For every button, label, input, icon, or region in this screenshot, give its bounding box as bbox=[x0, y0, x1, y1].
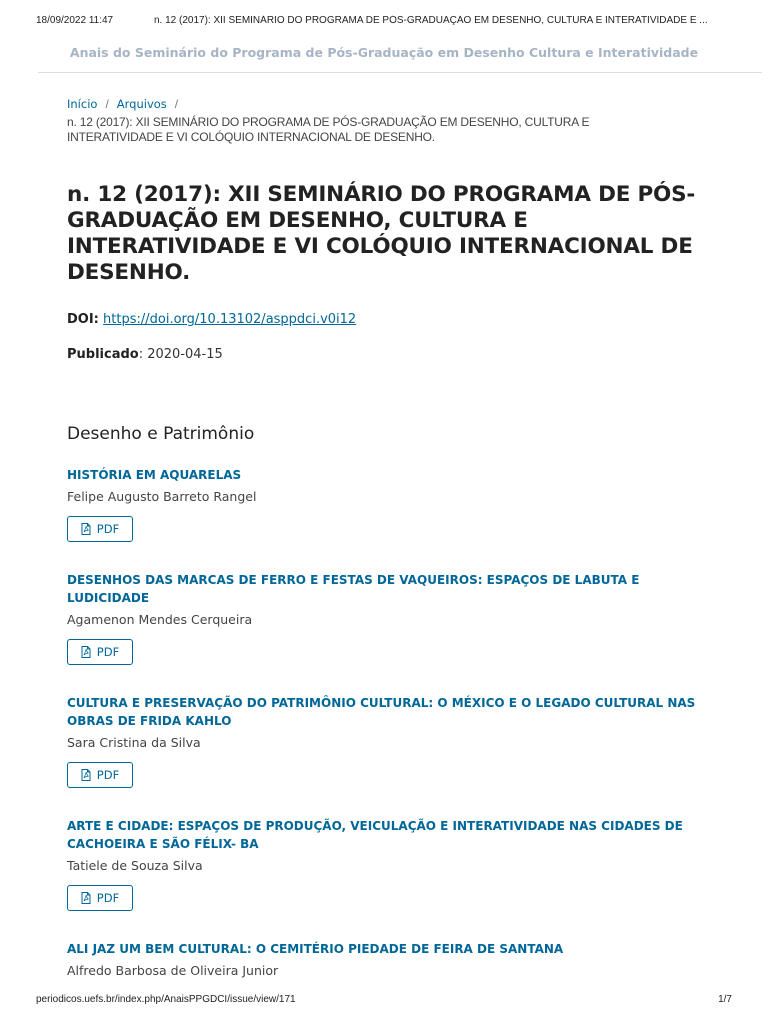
pdf-button[interactable] bbox=[67, 885, 133, 911]
breadcrumb-archives-link[interactable]: Arquivos bbox=[116, 97, 167, 111]
doi-link[interactable]: https://doi.org/10.13102/asppdci.v0i12 bbox=[103, 312, 357, 327]
breadcrumb-current: n. 12 (2017): XII SEMINÁRIO DO PROGRAMA DE PÓS-GRADUAÇÃO EM DESENHO, CULTURA E INTERATIVIDADE E VI COLÓQUIO INTERNACIONAL DE DESENHO. bbox=[67, 115, 590, 144]
site-title[interactable]: Anais do Seminário do Programa de Pós-Graduação em Desenho Cultura e Interatividade bbox=[69, 45, 699, 60]
pdf-button-label: PDF bbox=[96, 891, 120, 905]
article-item bbox=[67, 571, 707, 659]
article-title-link[interactable]: ARTE E CIDADE: ESPAÇOS DE PRODUÇÃO, VEICULAÇÃO E INTERATIVIDADE NAS CIDADES DE CACHOEIRA E SÃO FÉLIX- BA bbox=[67, 819, 683, 851]
article-title-link[interactable]: DESENHOS DAS MARCAS DE FERRO E FESTAS DE VAQUEIROS: ESPAÇOS DE LABUTA E LUDICIDADE bbox=[67, 573, 640, 605]
article-author: Alfredo Barbosa de Oliveira Junior bbox=[67, 963, 279, 978]
pdf-button[interactable] bbox=[67, 516, 133, 542]
published-date: : 2020-04-15 bbox=[138, 347, 223, 362]
pdf-button-label: PDF bbox=[96, 522, 120, 536]
article-author: Sara Cristina da Silva bbox=[67, 735, 201, 750]
article-title-link[interactable]: ALI JAZ UM BEM CULTURAL: O CEMITÉRIO PIEDADE DE FEIRA DE SANTANA bbox=[67, 942, 564, 956]
article-title-link[interactable]: HISTÓRIA EM AQUARELAS bbox=[67, 468, 242, 482]
doi-line bbox=[67, 312, 356, 327]
pdf-file-icon bbox=[81, 523, 91, 535]
print-page-title: n. 12 (2017): XII SEMINÁRIO DO PROGRAMA DE PÓS-GRADUAÇÃO EM DESENHO, CULTURA E INTERATIVIDADE E ... bbox=[154, 15, 708, 26]
print-url: periodicos.uefs.br/index.php/AnaisPPGDCI/issue/view/171 bbox=[36, 994, 296, 1005]
article-item bbox=[67, 940, 707, 978]
print-footer bbox=[36, 994, 732, 1005]
breadcrumb-separator: / bbox=[105, 97, 109, 111]
article-author: Felipe Augusto Barreto Rangel bbox=[67, 489, 257, 504]
pdf-button-label: PDF bbox=[96, 645, 120, 659]
doi-label: DOI: bbox=[67, 312, 99, 327]
breadcrumb-separator: / bbox=[174, 97, 179, 111]
article-item bbox=[67, 466, 707, 536]
section-title: Desenho e Patrimônio bbox=[67, 424, 255, 444]
published-line bbox=[67, 347, 223, 362]
print-header bbox=[36, 15, 732, 26]
article-item bbox=[67, 817, 707, 905]
pdf-button[interactable] bbox=[67, 762, 133, 788]
print-page-number: 1/7 bbox=[718, 994, 732, 1005]
pdf-file-icon bbox=[81, 769, 91, 781]
page-title: n. 12 (2017): XII SEMINÁRIO DO PROGRAMA DE PÓS-GRADUAÇÃO EM DESENHO, CULTURA E INTERATIVIDADE E VI COLÓQUIO INTERNACIONAL DE DESENHO. bbox=[67, 182, 696, 285]
breadcrumb-home-link[interactable]: Início bbox=[67, 97, 98, 111]
article-author: Tatiele de Souza Silva bbox=[67, 858, 203, 873]
pdf-file-icon bbox=[81, 646, 91, 658]
header-divider bbox=[38, 72, 762, 73]
published-label: Publicado bbox=[67, 347, 139, 362]
pdf-file-icon bbox=[81, 892, 91, 904]
article-title-link[interactable]: CULTURA E PRESERVAÇÃO DO PATRIMÔNIO CULTURAL: O MÉXICO E O LEGADO CULTURAL NAS OBRAS DE FRIDA KAHLO bbox=[67, 696, 696, 728]
pdf-button-label: PDF bbox=[96, 768, 120, 782]
breadcrumb bbox=[67, 96, 687, 145]
pdf-button[interactable] bbox=[67, 639, 133, 665]
print-date: 18/09/2022 11:47 bbox=[36, 15, 114, 26]
article-author: Agamenon Mendes Cerqueira bbox=[67, 612, 253, 627]
article-item bbox=[67, 694, 707, 782]
